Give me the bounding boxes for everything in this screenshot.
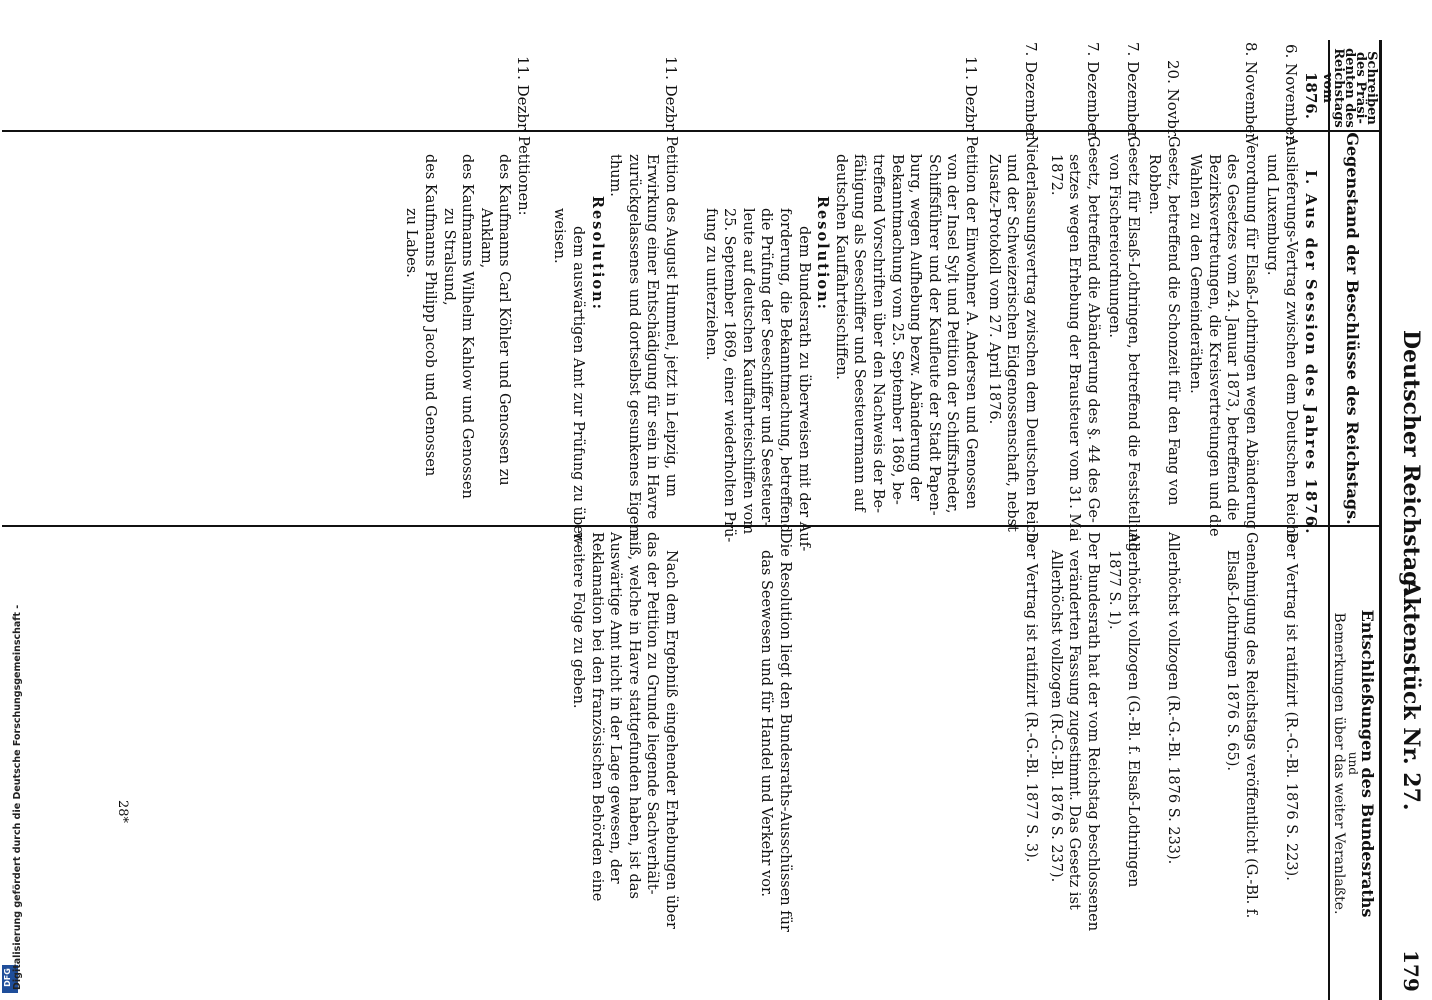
entry-date: 11. Dezbr.	[514, 56, 532, 134]
entry-subject: Gesetz für Elsaß-Lothringen, betreffend die Feststellung von Fischereiordnungen.	[1106, 136, 1141, 552]
entry-date: 8. November.	[1242, 42, 1260, 144]
entry-subject: Verordnung für Elsaß-Lothringen wegen Abänderung des Gesetzes vom 24. Januar 1873, betreffend die Bezirksvertretungen, die Kreisvertretungen und die Wahlen zu den Gemeinderäthen.	[1187, 136, 1259, 537]
column-header-und: und	[1346, 751, 1360, 776]
entry-subject: Niederlassungsvertrag zwischen dem Deutschen Reich und der Schweizerischen Eidgenossenschaft, nebst Zusatz-Protokoll vom 27. April 1876.	[985, 136, 1039, 542]
entry-subject: Petition des August Hummel, jetzt in Leipzig, um Erwirkung einer Entschädigung für sein in Havre zurückgelassenes und dortselbst gesunkenes Eigen- thum. Resolution: dem auswärtigen Amt zur Prüfung zu über- weisen.	[551, 136, 679, 546]
column-divider-2	[2, 525, 1382, 527]
entry-date: 11. Dezbr.	[962, 56, 980, 134]
entry-date: 6. November.	[1282, 44, 1300, 146]
entry-date: 7. Dezember.	[1124, 42, 1142, 142]
dfg-logo: DFG	[2, 965, 18, 993]
entry-decision: Die Resolution liegt den Bundesraths-Ausschüssen für das Seewesen und für Handel und Verkehr vor.	[758, 532, 793, 932]
page-number: 179	[1399, 950, 1423, 992]
section-title: I. Aus der Session des Jahres 1876.	[1302, 170, 1320, 536]
entry-decision: Der Vertrag ist ratifizirt (R.-G.-Bl. 1876 S. 223).	[1283, 532, 1299, 881]
sheet-mark: 28*	[115, 800, 130, 824]
year-label: 1876.	[1302, 72, 1320, 119]
entry-subject: Petitionen: des Kaufmanns Carl Köhler und Genossen zu Anklam, des Kaufmanns Wilhelm Kahlow und Genossen zu Stralsund, des Kaufmanns Philipp Jacob und Genossen zu Labes.	[403, 136, 531, 499]
entry-subject: Gesetz, betreffend die Abänderung des §. 44 des Ge- setzes wegen Erhebung der Brausteuer vom 31. Mai 1872.	[1047, 136, 1101, 542]
entry-decision: Genehmigung des Reichstags veröffentlicht (G.-Bl. f. Elsaß-Lothringen 1876 S. 65).	[1224, 532, 1259, 919]
table-top-rule	[1379, 40, 1382, 1000]
entry-date: 7. Dezember.	[1084, 42, 1102, 142]
entry-date: 7. Dezember.	[1022, 42, 1040, 142]
column-header-decision-sub: Bemerkungen über das weiter Veranlaßte.	[1331, 612, 1347, 915]
entry-decision: Der Vertrag ist ratifizirt (R.-G.-Bl. 1877 S. 3).	[1023, 532, 1039, 863]
funding-credit-text: Digitalisierung gefördert durch die Deutsche Forschungsgemeinschaft -	[12, 604, 23, 990]
entry-decision: Allerhöchst vollzogen (R.-G.-Bl. 1876 S. 233).	[1165, 532, 1181, 865]
reichstag-title: Deutscher Reichstag.	[1398, 330, 1424, 595]
entry-subject: Gesetz, betreffend die Schonzeit für den Fang von Robben.	[1146, 136, 1181, 506]
entry-decision: Allerhöchst vollzogen (G.-Bl. f. Elsaß-Lothringen 1877 S. 1).	[1106, 532, 1141, 888]
attachment-number: Aktenstück Nr. 27.	[1398, 580, 1424, 811]
entry-decision: Nach dem Ergebniß eingehender Erhebungen über das der Petition zu Grunde liegende Sachverhält- niß, welche in Havre stattgefunden haben, ist das Auswärtige Amt nicht in der Lage gewesen, der Reklamation bei den französischen Behörden eine weitere Folge zu geben.	[570, 532, 679, 929]
entry-subject: Auslieferungs-Vertrag zwischen dem Deutschen Reiche und Luxemburg.	[1264, 136, 1299, 543]
entry-date: 20. Novbr.	[1164, 60, 1182, 140]
entry-decision: Der Bundesrath hat der vom Reichstag beschlossenen veränderten Fassung zugestimmt. Das Gesetz ist Allerhöchst vollzogen (R.-G.-Bl. 1876 S. 237).	[1047, 532, 1101, 932]
entry-date: 11. Dezbr.	[662, 56, 680, 134]
column-header-date: Schreiben des Präsi- denten des Reichstags vom	[1320, 48, 1379, 128]
column-header-decision: Entschließungen des Bundesraths	[1358, 609, 1377, 918]
column-header-subject: Gegenstand der Beschlüsse des Reichstags.	[1343, 132, 1362, 525]
entry-subject: Petition der Einwohner A. Andersen und Genossen von der Insel Sylt und Petition der Schiffsrheder, Schiffsführer und der Kaufleute der Stadt Papen- burg, wegen Aufhebung bezw. Abänderung der Bekanntmachung vom 25. September 1869, be- treffend Vorschriften über den Nachweis der Be- fähigung als Seeschiffer und Seesteuermann auf deutschen Kauffahrteischiffen. Resolution: dem Bundesrath zu überweisen mit der Auf- forderung, die Bekanntmachung, betreffend die Prüfung der Seeschiffer und Seesteuer- leute auf deutschen Kauffahrteischiffen vom 25. September 1869, einer wiederholten Prü- fung zu unterziehen.	[702, 136, 979, 552]
